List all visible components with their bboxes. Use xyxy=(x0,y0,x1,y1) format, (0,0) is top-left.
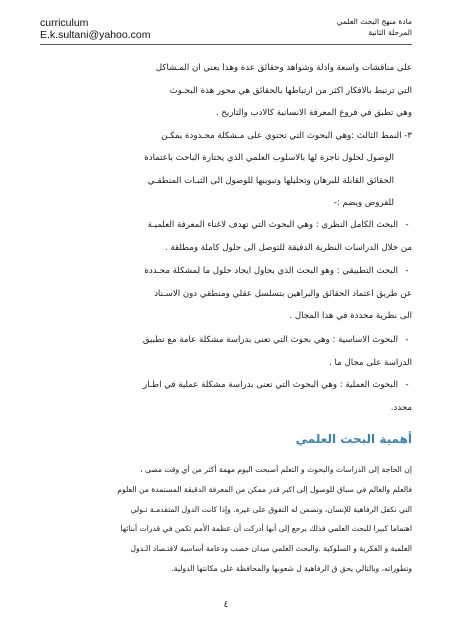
text-line: العلمية و الفكرية و السلوكية .والبحث العلمي ميدان خصب ودعامة أساسية لاقتـصاد الـدول xyxy=(130,544,412,554)
text-line: التي ترتبط بالافكار اكثر من ارتباطها بالحقائق هي محور هذة البحـوث xyxy=(169,85,412,96)
text-line: إن الحاجة إلى الدراسات والبحوث و التعلم أصبحت اليوم مهمة أكثر من أي وقت مضى ، xyxy=(140,465,412,474)
header-right xyxy=(337,16,412,38)
page-number: ٤ xyxy=(223,600,229,610)
text-line: للفروض ويضم :- xyxy=(333,198,394,208)
text-line: التي تكفل الرفاهية للإنسان، وتضمن له التفوق على غيره. وإذا كانت الدول المتقدمـة تـولي xyxy=(130,504,412,514)
header-course-title: مادة منهج البحث العلمي xyxy=(336,17,412,26)
bullet-line: البحوث العملية : وهي البحوث التي تعنى بدراسة مشكلة عملية في اطـار xyxy=(142,380,398,390)
header-curriculum: curriculum xyxy=(40,17,89,29)
bullet-line: من خلال الدراسات النظرية الدقيقة للتوصل الى حلول كاملة ومطلقة . xyxy=(164,242,412,253)
header-divider xyxy=(40,44,412,45)
bullet-line: الدراسة على مجال ما . xyxy=(329,357,412,368)
text-line: اهتماما كبيرا للبحث العلمي فذلك يرجع إلى أنها أدركت أن عظمة الأمم تكمن في قدرات أبنائها xyxy=(120,524,412,534)
text-line: على مناقشات واسعة وادلة وشواهد وحقائق عدة وهذا يعني ان المـشاكل xyxy=(155,63,412,73)
bullet-item-basic xyxy=(40,329,412,374)
header-left xyxy=(40,17,150,41)
text-line: وتطوراته، وبالتالي يحق ق الرفاهية ل شعوبها والمحافظة على مكانتها الدولية. xyxy=(171,563,412,573)
text-line: الحقائق القابلة للبرهان وتحليلها وتبويبها للوصول الى الثبـات المنطقـي xyxy=(147,175,394,186)
section-heading: أهمية البحث العلمي xyxy=(295,432,412,446)
bullet-dash: - xyxy=(405,220,409,230)
bullet-line: البحث التطبيقي : وهو البحث الذي يحاول ايجاد حلول ما لمشكلة محـددة xyxy=(144,266,398,276)
bullet-line: محدد. xyxy=(390,402,412,413)
importance-paragraph xyxy=(40,460,412,579)
bullet-dash: - xyxy=(405,335,409,345)
bullet-dash: - xyxy=(405,266,409,276)
bullet-dash: - xyxy=(405,380,409,390)
bullet-line: الى نظرية محددة في هذا المجال . xyxy=(289,311,412,321)
text-line: وهي تطبق في فروع المعرفة الانسانية كالادب والتاريخ . xyxy=(215,108,412,118)
text-line: فالعلم والعالم في سباق للوصول إلى اكبر قدر ممكن من المعرفة الدقيقة المستمدة من العلوم xyxy=(117,484,412,494)
intro-paragraph xyxy=(40,57,412,215)
bullet-item-practical xyxy=(40,374,412,419)
bullet-line: عن طريق اعتماد الحقائق والبراهين بتسلسل عقلي ومنطقي دون الاسـناد xyxy=(154,288,412,299)
text-line: الوصول لحلول ناجزة لها بالاسلوب العلمي الذي يختارة الباحث باعتمادة xyxy=(144,153,394,163)
bullet-item-theoretical xyxy=(40,214,412,259)
pattern-heading-line: ٣- النمط الثالث :وهي البحوث التي تحتوي على مـشكلة محـدودة يمكـن xyxy=(161,130,412,141)
header-email: E.k.sultani@yahoo.com xyxy=(40,29,151,41)
bullet-item-applied xyxy=(40,260,412,328)
bullet-line: البحوث الاساسية : وهي بحوث التي تعنى بدراسة مشكلة عامة مع تطبيق xyxy=(142,335,398,345)
bullet-line: البحث الكامل النظري : وهي البحوث التي تهدف لاغناء المعرفة العلميـة xyxy=(147,220,398,230)
header-stage: المرحلة الثانية xyxy=(368,28,412,37)
